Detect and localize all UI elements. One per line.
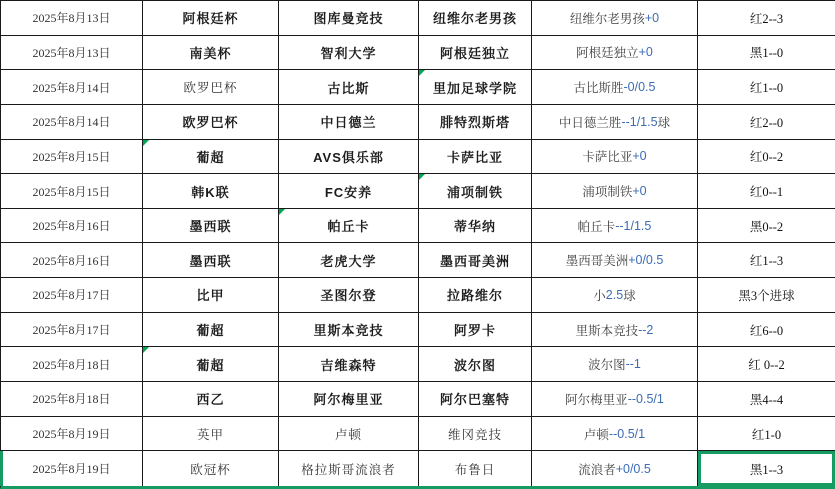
home-team-cell[interactable] (279, 140, 419, 175)
league-team-text: 葡超 (196, 323, 225, 339)
away-team-text: 阿尔巴塞特 (439, 392, 510, 408)
home-team-cell[interactable] (279, 105, 419, 140)
home-team-cell[interactable] (279, 382, 419, 417)
pick-cell[interactable] (532, 209, 698, 244)
away-team-cell[interactable] (419, 451, 532, 486)
result-text: 红1--0 (749, 81, 784, 96)
pick-prefix-text: 纽维尔老男孩 (569, 11, 645, 26)
pick-suffix-text: 球 (657, 115, 671, 130)
date-cell[interactable] (1, 243, 143, 278)
pick-cell[interactable] (532, 105, 698, 140)
away-team-text: 拉路维尔 (446, 288, 503, 304)
pick-value-text: --1/1.5 (615, 218, 652, 233)
away-team-cell[interactable] (419, 209, 532, 244)
result-cell[interactable] (698, 1, 835, 36)
date-cell[interactable] (1, 278, 143, 313)
pick-cell[interactable] (532, 382, 698, 417)
home-team-text: 吉维森特 (320, 357, 377, 373)
away-team-cell[interactable] (419, 313, 532, 348)
pick-value-text: --1/1.5 (621, 114, 658, 129)
pick-prefix-text: 卢顿 (583, 427, 609, 442)
home-team-cell[interactable] (279, 36, 419, 71)
comment-marker-icon (143, 347, 149, 353)
result-cell[interactable] (698, 417, 835, 452)
date-cell[interactable] (1, 417, 143, 452)
pick-prefix-text: 古比斯胜 (573, 81, 624, 96)
league-team-text: 阿根廷杯 (182, 11, 239, 27)
away-team-text: 墨西哥美洲 (439, 253, 510, 269)
date-text: 2025年8月19日 (32, 462, 111, 477)
away-team-cell[interactable] (419, 1, 532, 36)
home-team-cell[interactable] (279, 451, 419, 486)
result-cell[interactable] (698, 278, 835, 313)
result-cell[interactable] (698, 140, 835, 175)
pick-value-text: --0.5/1 (627, 391, 664, 406)
pick-prefix-text: 里斯本竞技 (575, 323, 639, 338)
away-team-text: 纽维尔老男孩 (432, 11, 517, 27)
result-cell[interactable] (698, 70, 835, 105)
home-team-cell[interactable] (279, 278, 419, 313)
away-team-cell[interactable] (419, 278, 532, 313)
league-cell[interactable] (143, 313, 279, 348)
result-text: 红0--1 (749, 185, 784, 200)
result-cell[interactable] (698, 174, 835, 209)
home-team-cell[interactable] (279, 417, 419, 452)
pick-prefix-text: 卡萨比亚 (582, 150, 633, 165)
home-team-text: 格拉斯哥流浪者 (301, 462, 396, 477)
result-text: 红0--2 (749, 150, 784, 165)
away-team-text: 里加足球学院 (432, 80, 517, 96)
result-cell[interactable] (698, 243, 835, 278)
pick-prefix-text: 流浪者 (578, 462, 616, 477)
pick-prefix-text: 浦项制铁 (582, 185, 633, 200)
away-team-text: 布鲁日 (454, 462, 496, 477)
date-text: 2025年8月16日 (32, 219, 111, 234)
home-team-text: 卢顿 (334, 427, 362, 442)
pick-value-text: +0/0.5 (628, 253, 664, 268)
away-team-text: 阿根廷独立 (439, 45, 510, 61)
away-team-text: 波尔图 (453, 357, 496, 373)
home-team-cell[interactable] (279, 209, 419, 244)
league-team-text: 比甲 (196, 288, 225, 304)
home-team-text: 帕丘卡 (327, 219, 370, 235)
league-team-text: 葡超 (196, 149, 225, 165)
date-cell[interactable] (1, 1, 143, 36)
date-text: 2025年8月13日 (32, 45, 111, 60)
home-team-cell[interactable] (279, 313, 419, 348)
pick-prefix-text: 墨西哥美洲 (565, 254, 629, 269)
result-text: 红2--3 (749, 11, 784, 26)
pick-cell[interactable] (532, 451, 698, 486)
result-text: 黑1--0 (749, 46, 784, 61)
league-cell[interactable] (143, 105, 279, 140)
result-text: 黑4--4 (749, 392, 784, 407)
pick-value-text: +0 (632, 184, 647, 199)
league-cell[interactable] (143, 174, 279, 209)
away-team-cell[interactable] (419, 347, 532, 382)
result-text: 红6--0 (749, 323, 784, 338)
date-cell[interactable] (1, 70, 143, 105)
result-text: 黑3个进球 (738, 288, 795, 303)
league-cell[interactable] (143, 243, 279, 278)
home-team-cell[interactable] (279, 243, 419, 278)
league-team-text: 南美杯 (189, 45, 232, 61)
home-team-cell[interactable] (279, 174, 419, 209)
pick-cell[interactable] (532, 174, 698, 209)
result-cell[interactable] (698, 313, 835, 348)
away-team-text: 浦项制铁 (446, 184, 503, 200)
league-cell[interactable] (143, 36, 279, 71)
date-cell[interactable] (1, 174, 143, 209)
league-team-text: 西乙 (196, 392, 225, 408)
date-text: 2025年8月17日 (32, 288, 111, 303)
date-text: 2025年8月14日 (32, 115, 111, 130)
home-team-text: 阿尔梅里亚 (313, 392, 384, 408)
date-cell[interactable] (1, 451, 143, 486)
home-team-cell[interactable] (279, 347, 419, 382)
pick-suffix-text: 球 (623, 288, 636, 303)
pick-cell[interactable] (532, 417, 698, 452)
result-text: 红1-0 (751, 427, 782, 442)
home-team-text: 圣图尔登 (320, 288, 377, 304)
selection-left-edge (0, 451, 3, 486)
away-team-cell[interactable] (419, 382, 532, 417)
pick-value-text: +0 (638, 45, 653, 60)
comment-marker-icon (419, 70, 425, 76)
comment-marker-icon (419, 174, 425, 180)
pick-cell[interactable] (532, 36, 698, 71)
home-team-text: 里斯本竞技 (313, 323, 384, 339)
away-team-text: 阿罗卡 (453, 323, 496, 339)
home-team-text: 老虎大学 (320, 253, 377, 269)
pick-value-text: --1 (625, 357, 641, 372)
home-team-text: 智利大学 (320, 45, 377, 61)
result-cell[interactable] (698, 36, 835, 71)
date-text: 2025年8月18日 (32, 357, 111, 372)
league-team-text: 欧罗巴杯 (183, 81, 238, 96)
date-cell[interactable] (1, 36, 143, 71)
away-team-text: 卡萨比亚 (446, 149, 503, 165)
pick-cell[interactable] (532, 243, 698, 278)
date-text: 2025年8月15日 (32, 184, 111, 199)
result-text: 红1--3 (749, 254, 784, 269)
date-cell[interactable] (1, 209, 143, 244)
away-team-cell[interactable] (419, 70, 532, 105)
home-team-text: FC安养 (324, 184, 373, 200)
result-cell[interactable] (698, 347, 835, 382)
result-text: 红2--0 (749, 115, 784, 130)
date-cell[interactable] (1, 105, 143, 140)
pick-prefix-text: 波尔图 (588, 358, 626, 373)
date-cell[interactable] (1, 140, 143, 175)
league-team-text: 韩K联 (191, 184, 230, 200)
league-cell[interactable] (143, 382, 279, 417)
home-team-text: 中日德兰 (320, 115, 377, 131)
home-team-text: AVS俱乐部 (313, 149, 384, 165)
league-cell[interactable] (143, 278, 279, 313)
pick-prefix-text: 阿根廷独立 (576, 46, 639, 61)
away-team-cell[interactable] (419, 36, 532, 71)
pick-value-text: +0/0.5 (615, 461, 651, 476)
pick-prefix-text: 中日德兰胜 (558, 115, 622, 130)
away-team-cell[interactable] (419, 105, 532, 140)
pick-prefix-text: 阿尔梅里亚 (565, 392, 628, 407)
league-cell[interactable] (143, 209, 279, 244)
pick-prefix-text: 帕丘卡 (577, 219, 616, 234)
league-cell[interactable] (143, 70, 279, 105)
date-cell[interactable] (1, 313, 143, 348)
date-text: 2025年8月13日 (32, 11, 111, 26)
league-cell[interactable] (143, 451, 279, 486)
date-cell[interactable] (1, 382, 143, 417)
result-text: 黑1--3 (749, 462, 784, 477)
home-team-cell[interactable] (279, 1, 419, 36)
pick-value-text: +0 (644, 10, 660, 25)
pick-value-text: --2 (638, 322, 654, 337)
date-text: 2025年8月15日 (32, 149, 111, 164)
pick-value-text: --0.5/1 (608, 426, 646, 441)
away-team-cell[interactable] (419, 174, 532, 209)
league-team-text: 欧罗巴杯 (182, 115, 239, 131)
comment-marker-icon (279, 209, 285, 215)
result-text: 黑0--2 (749, 219, 784, 234)
home-team-cell[interactable] (279, 70, 419, 105)
away-team-text: 腓特烈斯塔 (439, 115, 510, 131)
date-text: 2025年8月14日 (32, 80, 111, 95)
league-team-text: 英甲 (196, 427, 224, 442)
date-text: 2025年8月19日 (32, 427, 111, 442)
pick-cell[interactable] (532, 278, 698, 313)
away-team-cell[interactable] (419, 140, 532, 175)
away-team-cell[interactable] (419, 417, 532, 452)
league-team-text: 葡超 (196, 357, 225, 373)
comment-marker-icon (143, 140, 149, 146)
league-cell[interactable] (143, 347, 279, 382)
league-team-text: 墨西联 (189, 219, 232, 235)
pick-prefix-text: 小 (593, 288, 606, 303)
home-team-text: 古比斯 (327, 80, 370, 96)
away-team-text: 蒂华纳 (453, 219, 496, 235)
league-cell[interactable] (143, 140, 279, 175)
pick-cell[interactable] (532, 1, 698, 36)
home-team-text: 图库曼竞技 (313, 11, 384, 27)
league-cell[interactable] (143, 417, 279, 452)
pick-cell[interactable] (532, 70, 698, 105)
result-cell[interactable] (698, 209, 835, 244)
date-text: 2025年8月16日 (32, 253, 111, 268)
pick-value-text: -0/0.5 (623, 80, 656, 95)
league-cell[interactable] (143, 1, 279, 36)
league-team-text: 欧冠杯 (190, 462, 231, 477)
result-cell[interactable] (698, 105, 835, 140)
date-text: 2025年8月18日 (32, 392, 111, 407)
pick-cell[interactable] (532, 347, 698, 382)
result-cell-selected[interactable] (698, 451, 835, 486)
pick-value-text: +0 (632, 149, 647, 164)
date-cell[interactable] (1, 347, 143, 382)
away-team-text: 维冈竞技 (447, 427, 502, 442)
result-cell[interactable] (698, 382, 835, 417)
result-text: 红 0--2 (748, 358, 785, 373)
away-team-cell[interactable] (419, 243, 532, 278)
pick-cell[interactable] (532, 140, 698, 175)
date-text: 2025年8月17日 (32, 323, 111, 338)
pick-cell[interactable] (532, 313, 698, 348)
pick-value-text: 2.5 (605, 287, 624, 302)
league-team-text: 墨西联 (189, 253, 232, 269)
